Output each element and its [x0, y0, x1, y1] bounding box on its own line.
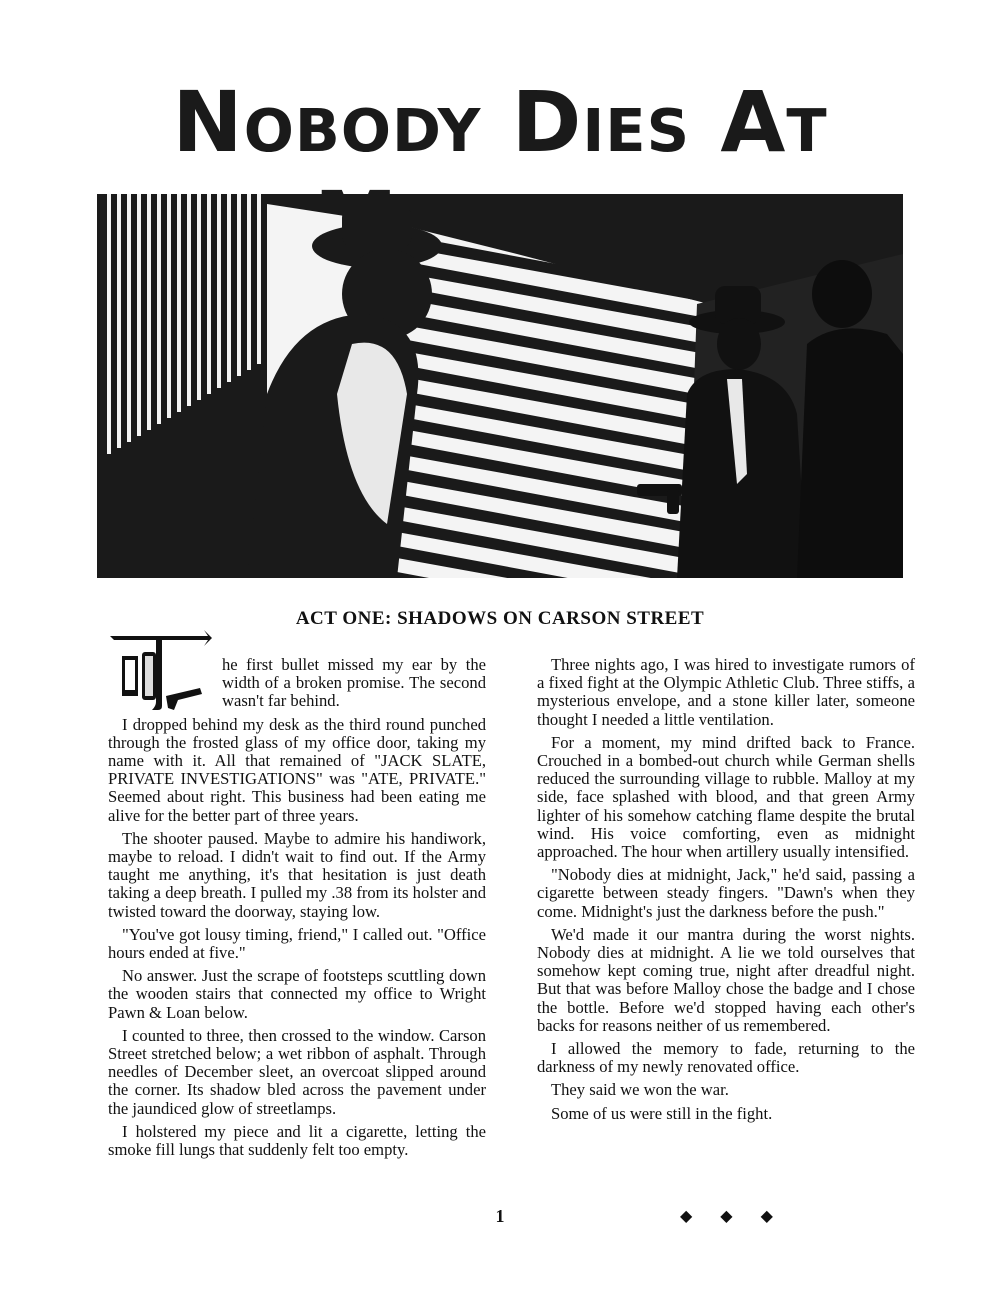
dropcap-t-icon	[108, 626, 216, 710]
blind-slat	[257, 194, 261, 364]
blind-slat	[187, 194, 191, 406]
paragraph: I dropped behind my desk as the third round punched through the frosted glass of my office door, taking my name with it. All that remained of "JACK SLATE, PRIVATE INVESTIGATIONS" was "ATE, PRIVATE." Seemed about right. This business had been eating me alive for the better part of three years.	[108, 714, 486, 825]
blind-slat	[167, 194, 171, 418]
paragraph: Some of us were still in the fight.	[551, 1103, 773, 1123]
section-break-icon: ◆◆◆	[680, 1206, 801, 1225]
blind-slat	[247, 194, 251, 370]
paragraph: "You've got lousy timing, friend," I called out. "Office hours ended at five."	[108, 924, 486, 963]
paragraph: I holstered my piece and lit a cigarette, letting the smoke fill lungs that suddenly felt too empty.	[108, 1121, 486, 1160]
paragraph: The shooter paused. Maybe to admire his handiwork, maybe to reload. I didn't wait to find out. If the Army taught me anything, it's that hesitation is just death taking a deep breath. I pulled my .38 from its holster and twisted toward the doorway, staying low.	[108, 828, 486, 921]
blind-slat	[127, 194, 131, 442]
paragraph: Three nights ago, I was hired to investigate rumors of a fixed fight at the Olympic Athletic Club. Three stiffs, a mysterious envelope, and a stone killer later, someone thought I needed a little ventilation.	[537, 655, 915, 729]
paragraph: he first bullet missed my ear by the width of a broken promise. The second wasn't far behind.	[222, 655, 486, 711]
blind-slat	[177, 194, 181, 412]
blind-slat	[107, 194, 111, 454]
paragraph: No answer. Just the scrape of footsteps scuttling down the wooden stairs that connected my office to Wright Pawn & Loan below.	[108, 966, 486, 1022]
paragraph: We'd made it our mantra during the worst nights. Nobody dies at midnight. A lie we told ourselves that somehow kept coming true, night after dreadful night. But that was before Malloy chose the badge and I chose the bottle. Before we'd stopped having each other's backs for reasons neither of us remembered.	[537, 924, 915, 1035]
page-number: 1	[495, 1206, 505, 1226]
right-column	[537, 656, 915, 1128]
left-column	[108, 656, 486, 1164]
blind-slat	[137, 194, 141, 436]
paragraph: They said we won the war.	[551, 1080, 729, 1100]
blind-slat	[217, 194, 221, 388]
blind-slat	[197, 194, 201, 400]
blind-slat	[207, 194, 211, 394]
paragraph: "Nobody dies at midnight, Jack," he'd said, passing a cigarette between steady fingers. "Dawn's when they come. Midnight's just the darkness before the push."	[537, 865, 915, 921]
paragraph: I allowed the memory to fade, returning to the darkness of my newly renovated office.	[537, 1039, 915, 1077]
blind-slat	[227, 194, 231, 382]
paragraph: For a moment, my mind drifted back to France. Crouched in a bombed-out church while German shells reduced the surrounding village to rubble. Malloy at my side, face splashed with blood, and that green Army lighter of his somehow catching flame despite the brutal wind. His voice comforting, even as midnight approached. The hour when artillery usually intensified.	[537, 732, 915, 862]
blind-slat	[117, 194, 121, 448]
blind-slat	[147, 194, 151, 430]
blind-slat	[237, 194, 241, 376]
paragraph: I counted to three, then crossed to the window. Carson Street stretched below; a wet ribbon of asphalt. Through needles of December sleet, an overcoat slipped around the corner. Its shadow bled across the pavement under the jaundiced glow of streetlamps.	[108, 1025, 486, 1118]
noir-gunfight-illustration	[97, 194, 903, 578]
blind-slat	[157, 194, 161, 424]
noir-illustration	[97, 194, 903, 578]
story-title: Nobody Dies At	[172, 73, 828, 171]
act-heading: ACT ONE: SHADOWS ON CARSON STREET	[295, 608, 705, 629]
